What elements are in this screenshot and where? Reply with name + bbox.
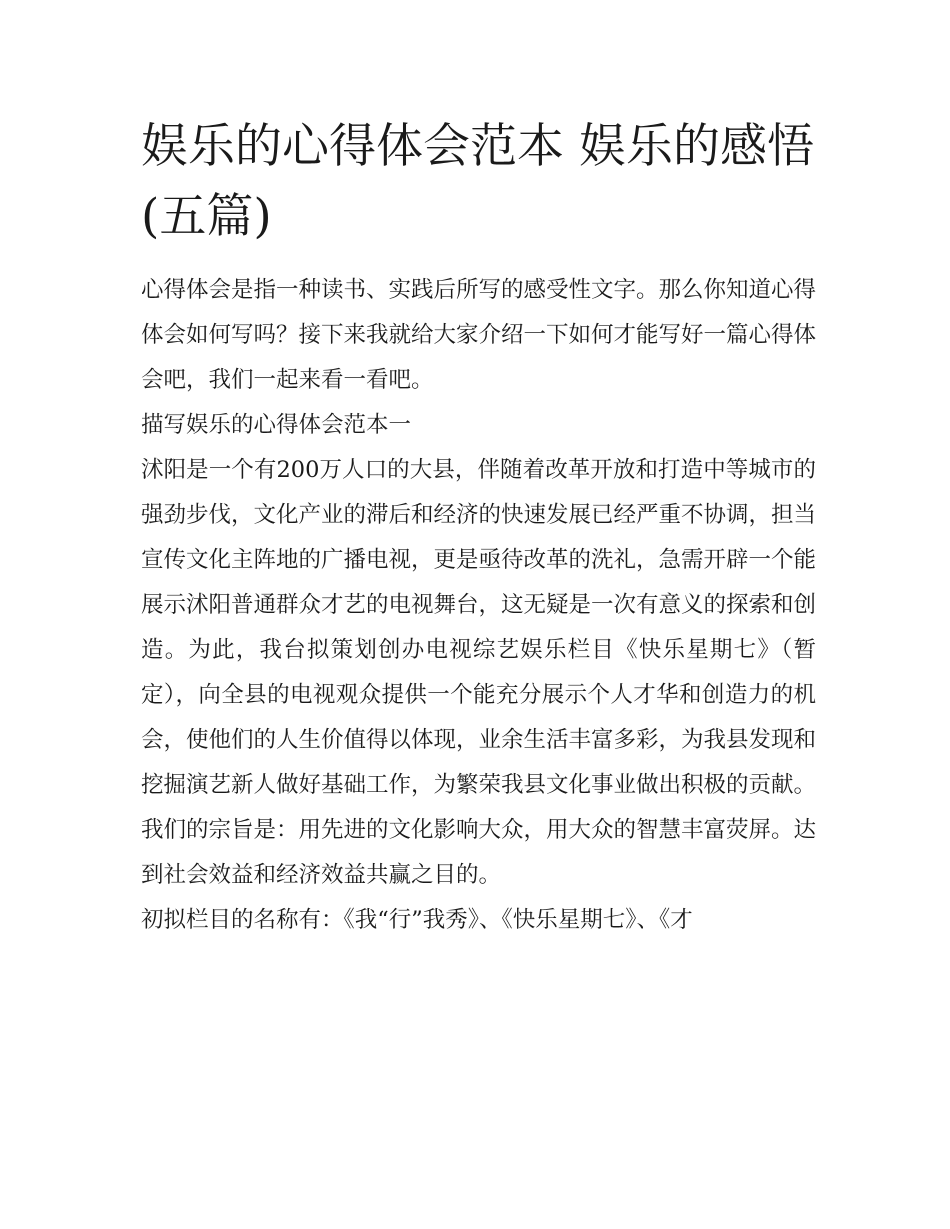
body-paragraph: 我们的宗旨是：用先进的文化影响大众，用大众的智慧丰富荧屏。达到社会效益和经济效益共赢之目的。 bbox=[141, 817, 817, 888]
body-paragraph: 初拟栏目的名称有：《我“行”我秀》、《快乐星期七》、《才 bbox=[141, 907, 693, 933]
body-paragraph: 沭阳是一个有200万人口的大县，伴随着改革开放和打造中等城市的强劲步伐，文化产业的滞后和经济的快速发展已经严重不协调，担当宣传文化主阵地的广播电视，更是亟待改革的洗礼，急需开辟一个能展示沭阳普通群众才艺的电视舞台，这无疑是一次有意义的探索和创造。为此，我台拟策划创办电视综艺娱乐栏目《快乐星期七》（暂定），向全县的电视观众提供一个能充分展示个人才华和创造力的机会，使他们的人生价值得以体现，业余生活丰富多彩，为我县发现和挖掘演艺新人做好基础工作，为繁荣我县文化事业做出积极的贡献。 bbox=[141, 457, 817, 798]
intro-paragraph: 心得体会是指一种读书、实践后所写的感受性文字。那么你知道心得体会如何写吗？接下来我就给大家介绍一下如何才能写好一篇心得体会吧，我们一起来看一看吧。 bbox=[141, 277, 817, 393]
section-heading: 描写娱乐的心得体会范本一 bbox=[141, 412, 412, 438]
document-page bbox=[141, 112, 816, 943]
document-title: 娱乐的心得体会范本 娱乐的感悟(五篇) bbox=[141, 119, 814, 244]
